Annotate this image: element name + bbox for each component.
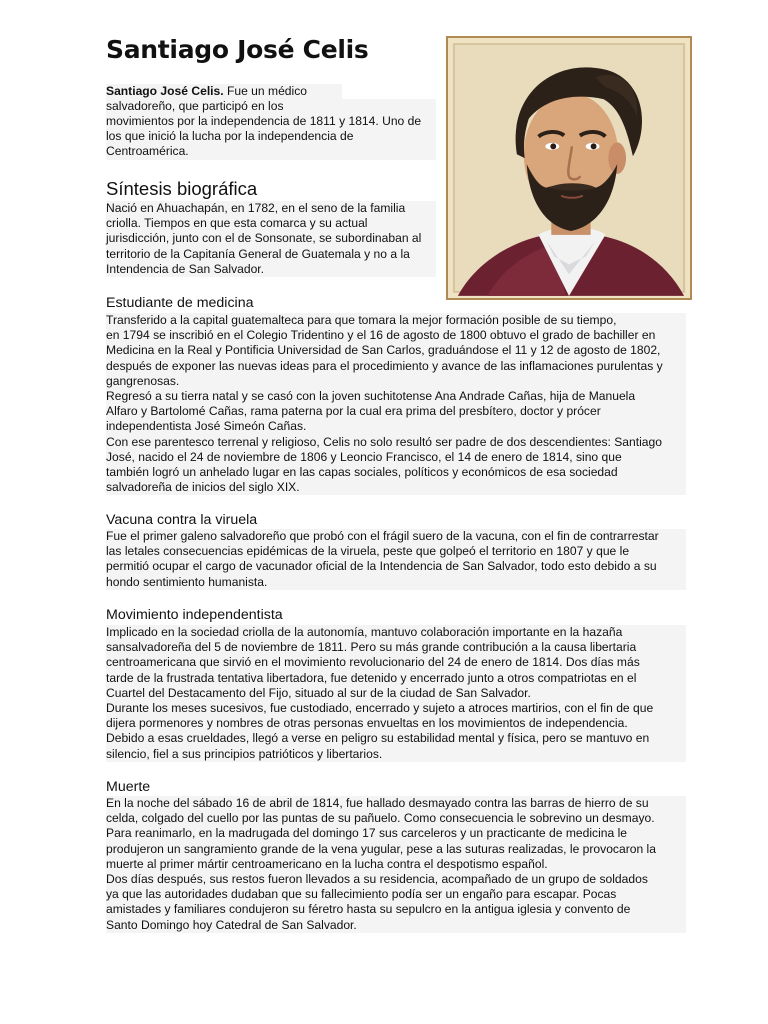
muerte-line: Dos días después, sus restos fueron llevados a su residencia, acompañado de un grupo de soldados <box>106 872 648 887</box>
portrait-image <box>446 36 692 300</box>
intro-paragraph <box>106 84 342 99</box>
intro-line-2: salvadoreño, que participó en los <box>106 99 284 113</box>
movimiento-line: tarde de la frustrada tentativa libertadora, fue detenido y encerrado junto a otros compatriotas en el <box>106 670 637 685</box>
vacuna-line: las letales consecuencias epidémicas de la viruela, peste que golpeó el territorio en 1807 y que le <box>106 544 630 559</box>
sintesis-line: Intendencia de San Salvador. <box>106 261 265 276</box>
estudiante-line: salvadoreña de inicios del siglo XIX. <box>106 480 300 495</box>
intro-paragraph-cont2 <box>106 114 436 160</box>
section-heading-movimiento: Movimiento independentista <box>106 607 283 623</box>
section-heading-vacuna: Vacuna contra la viruela <box>106 512 258 528</box>
movimiento-line: silencio, fiel a sus principios patrióticos y libertarios. <box>106 746 383 761</box>
intro-lead: Santiago José Celis. <box>106 84 224 98</box>
estudiante-line: Con ese parentesco terrenal y religioso, Celis no solo resultó ser padre de dos descendientes: Santiago <box>106 434 662 449</box>
movimiento-line: Implicado en la sociedad criolla de la autonomía, mantuvo colaboración importante en la hazaña <box>106 625 623 639</box>
sintesis-line: jurisdicción, junto con el de Sonsonate, se subordinaban al <box>106 231 422 246</box>
intro-paragraph-cont <box>106 99 436 114</box>
movimiento-line: Cuartel del Destacamento del Fijo, situado al sur de la ciudad de San Salvador. <box>106 685 531 700</box>
estudiante-line: independentista José Simeón Cañas. <box>106 419 307 434</box>
intro-line-5: Centroamérica. <box>106 144 189 159</box>
estudiante-line: gangrenosas. <box>106 373 180 388</box>
intro-line-4: los que inició la lucha por la independencia de <box>106 129 354 144</box>
muerte-line: amistades y familiares condujeron su féretro hasta su sepulcro en la antigua iglesia y convento de <box>106 902 631 917</box>
sintesis-line: Nació en Ahuachapán, en 1782, en el seno de la familia <box>106 201 406 215</box>
intro-line-1: Santiago José Celis. Fue un médico <box>106 84 307 98</box>
muerte-paragraph <box>106 796 686 933</box>
vacuna-line: hondo sentimiento humanista. <box>106 574 268 589</box>
movimiento-line: Durante los meses sucesivos, fue custodiado, encerrado y sujeto a atroces martirios, con el fin de que <box>106 701 654 716</box>
muerte-line: Santo Domingo hoy Catedral de San Salvador. <box>106 917 357 932</box>
section-heading-sintesis: Síntesis biográfica <box>106 178 258 199</box>
portrait-painting-icon <box>448 38 690 298</box>
estudiante-line: Alfaro y Bartolomé Cañas, rama paterna por la cual era prima del presbítero, doctor y prócer <box>106 404 601 419</box>
vacuna-line: Fue el primer galeno salvadoreño que probó con el frágil suero de la vacuna, con el fin de contrarrestar <box>106 529 659 543</box>
sintesis-paragraph <box>106 201 436 277</box>
estudiante-line: en 1794 se inscribió en el Colegio Tridentino y el 16 de agosto de 1800 obtuvo el grado de bachiller en <box>106 328 656 343</box>
movimiento-line: centroamericana que sirvió en el movimiento revolucionario del 24 de enero de 1814. Dos días más <box>106 655 640 670</box>
estudiante-line: después de exponer las nuevas ideas para el procedimiento y avance de las inflamaciones purulentas y <box>106 358 663 373</box>
movimiento-paragraph <box>106 625 686 762</box>
muerte-line: muerte al primer mártir centroamericano en la lucha contra el despotismo español. <box>106 856 548 871</box>
movimiento-line: Debido a esas crueldades, llegó a verse en peligro su estabilidad mental y física, pero se mantuvo en <box>106 731 650 746</box>
estudiante-line: Medicina en la Real y Pontificia Universidad de San Carlos, graduándose el 11 y 12 de agosto de 1802, <box>106 343 661 358</box>
estudiante-line: Transferido a la capital guatemalteca para que tomara la mejor formación posible de su tiempo, <box>106 313 617 327</box>
intro-line-3: movimientos por la independencia de 1811 y 1814. Uno de <box>106 114 422 128</box>
movimiento-line: sansalvadoreña del 5 de noviembre de 1811. Pero su más grande contribución a la causa libertaria <box>106 640 637 655</box>
muerte-line: ya que las autoridades dudaban que su fallecimiento podía ser un engaño para escapar. Pocas <box>106 887 617 902</box>
page-title: Santiago José Celis <box>106 35 369 64</box>
section-heading-muerte: Muerte <box>106 779 151 795</box>
section-heading-estudiante: Estudiante de medicina <box>106 295 254 311</box>
sintesis-line: territorio de la Capitanía General de Guatemala y no a la <box>106 246 410 261</box>
vacuna-paragraph <box>106 529 686 590</box>
muerte-line: En la noche del sábado 16 de abril de 1814, fue hallado desmayado contra las barras de hierro de su <box>106 796 649 810</box>
muerte-line: produjeron un sangramiento grande de la vena yugular, pese a las suturas realizadas, le provocaron la <box>106 841 656 856</box>
estudiante-line: José, nacido el 24 de noviembre de 1806 y Leoncio Francisco, el 14 de enero de 1814, sino que <box>106 449 622 464</box>
estudiante-line: Regresó a su tierra natal y se casó con la joven suchitotense Ana Andrade Cañas, hija de Manuela <box>106 389 636 404</box>
estudiante-paragraph <box>106 313 686 495</box>
vacuna-line: permitió ocupar el cargo de vacunador oficial de la Intendencia de San Salvador, todo esto debido a su <box>106 559 657 574</box>
movimiento-line: dijera pormenores y nombres de otras personas envueltas en los movimientos de independencia. <box>106 716 628 731</box>
muerte-line: Para reanimarlo, en la madrugada del domingo 17 sus carceleros y un practicante de medicina le <box>106 826 627 841</box>
estudiante-line: también logró un anhelado lugar en las capas sociales, políticos y económicos de esa sociedad <box>106 465 618 480</box>
muerte-line: celda, colgado del cuello por las puntas de su pañuelo. Como consecuencia le sobrevino un desmayo. <box>106 811 655 826</box>
sintesis-line: criolla. Tiempos en que esta comarca y su actual <box>106 216 368 231</box>
